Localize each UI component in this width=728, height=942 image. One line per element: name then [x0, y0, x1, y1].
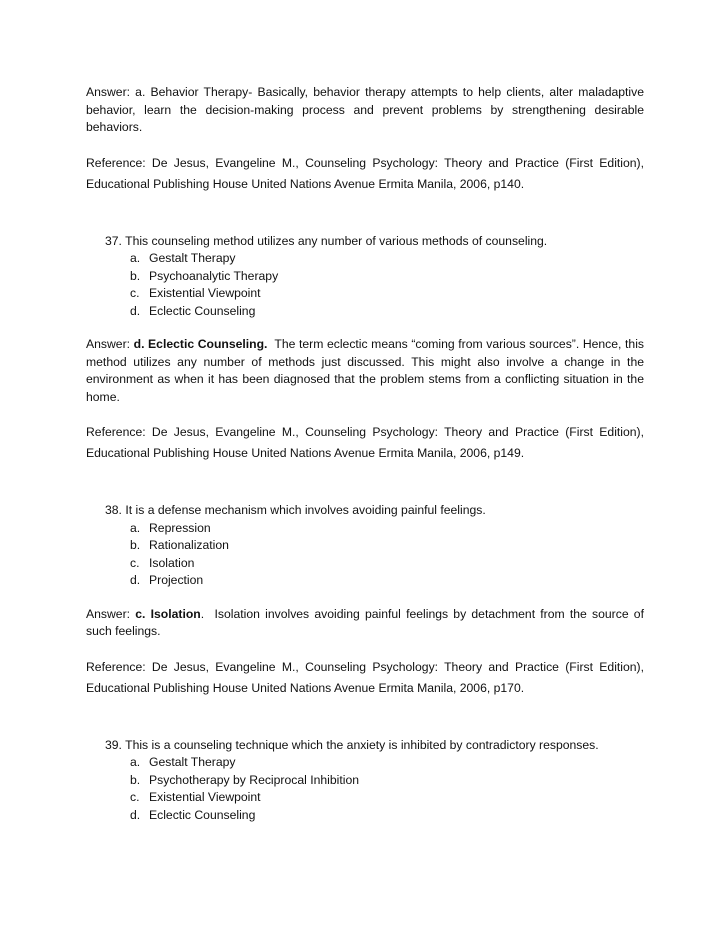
- option-text: Eclectic Counseling: [149, 303, 256, 318]
- options-37: [86, 250, 644, 320]
- option-letter: b.: [130, 538, 141, 552]
- option-text: Eclectic Counseling: [149, 807, 256, 822]
- answer-explanation: The term eclectic means “coming from various sources”. Hence, this method utilizes any number of methods just discussed. This might also involve a change in the environment as when it has been diagnosed that the problem stems from a conflicting situation in the home.: [86, 337, 648, 404]
- option-letter: a.: [130, 520, 141, 535]
- page-content: [86, 84, 648, 824]
- option-letter: d.: [130, 573, 141, 587]
- option-letter: c.: [130, 286, 140, 300]
- answer-38: [86, 606, 648, 641]
- option-letter: c.: [130, 555, 140, 570]
- option-letter: b.: [130, 772, 141, 787]
- option-text: Projection: [149, 573, 204, 587]
- question-text: This is a counseling technique which the anxiety is inhibited by contradictory responses.: [125, 737, 599, 752]
- option-c: [130, 285, 644, 303]
- question-number: 39.: [105, 737, 122, 752]
- option-letter: a.: [130, 755, 141, 769]
- question-37: [86, 233, 644, 251]
- option-text: Gestalt Therapy: [149, 755, 236, 769]
- option-b: [130, 537, 644, 555]
- option-d: [130, 807, 644, 825]
- option-text: Gestalt Therapy: [149, 251, 236, 265]
- option-letter: d.: [130, 807, 141, 822]
- question-text: It is a defense mechanism which involves avoiding painful feelings.: [125, 503, 486, 517]
- option-text: Psychoanalytic Therapy: [149, 268, 279, 283]
- option-text: Psychotherapy by Reciprocal Inhibition: [149, 772, 360, 787]
- option-letter: d.: [130, 303, 141, 318]
- answer-prefix: Answer:: [86, 337, 134, 351]
- answer-36: Answer: a. Behavior Therapy- Basically, behavior therapy attempts to help clients, alter maladaptive behavior, learn the decision-making process and prevent problems by strengthening desirable behaviors.: [86, 85, 644, 134]
- option-text: Existential Viewpoint: [149, 286, 261, 300]
- reference-37: Reference: De Jesus, Evangeline M., Counseling Psychology: Theory and Practice (First Edition), Educational Publishing House United Nations Avenue Ermita Manila, 2006, p149.: [86, 425, 644, 460]
- option-d: [130, 303, 644, 321]
- question-number: 38.: [105, 503, 122, 517]
- option-text: Repression: [149, 520, 211, 535]
- option-c: [130, 789, 644, 807]
- answer-explanation: . Isolation involves avoiding painful feelings by detachment from the source of such feelings.: [86, 606, 648, 638]
- option-text: Existential Viewpoint: [149, 790, 261, 804]
- answer-key: c. Isolation: [135, 606, 201, 621]
- option-b: [130, 772, 644, 790]
- option-letter: c.: [130, 790, 140, 804]
- option-b: [130, 268, 644, 286]
- question-39: [86, 737, 644, 755]
- option-text: Isolation: [149, 555, 195, 570]
- option-a: [130, 250, 644, 268]
- options-38: [86, 520, 644, 590]
- option-letter: a.: [130, 251, 141, 265]
- question-number: 37.: [105, 233, 122, 248]
- answer-key: d. Eclectic Counseling.: [133, 337, 268, 351]
- option-a: [130, 754, 644, 772]
- reference-36: Reference: De Jesus, Evangeline M., Counseling Psychology: Theory and Practice (First Edition), Educational Publishing House United Nations Avenue Ermita Manila, 2006, p140.: [86, 155, 644, 191]
- option-text: Rationalization: [149, 538, 229, 552]
- option-a: [130, 520, 644, 538]
- question-38: [86, 502, 644, 520]
- option-c: [130, 555, 644, 573]
- answer-prefix: Answer:: [86, 606, 136, 621]
- option-d: [130, 572, 644, 590]
- options-39: [86, 754, 644, 824]
- answer-37: [86, 336, 648, 406]
- reference-38: Reference: De Jesus, Evangeline M., Counseling Psychology: Theory and Practice (First Edition), Educational Publishing House United Nations Avenue Ermita Manila, 2006, p170.: [86, 659, 644, 695]
- question-text: This counseling method utilizes any number of various methods of counseling.: [125, 233, 548, 248]
- option-letter: b.: [130, 268, 141, 283]
